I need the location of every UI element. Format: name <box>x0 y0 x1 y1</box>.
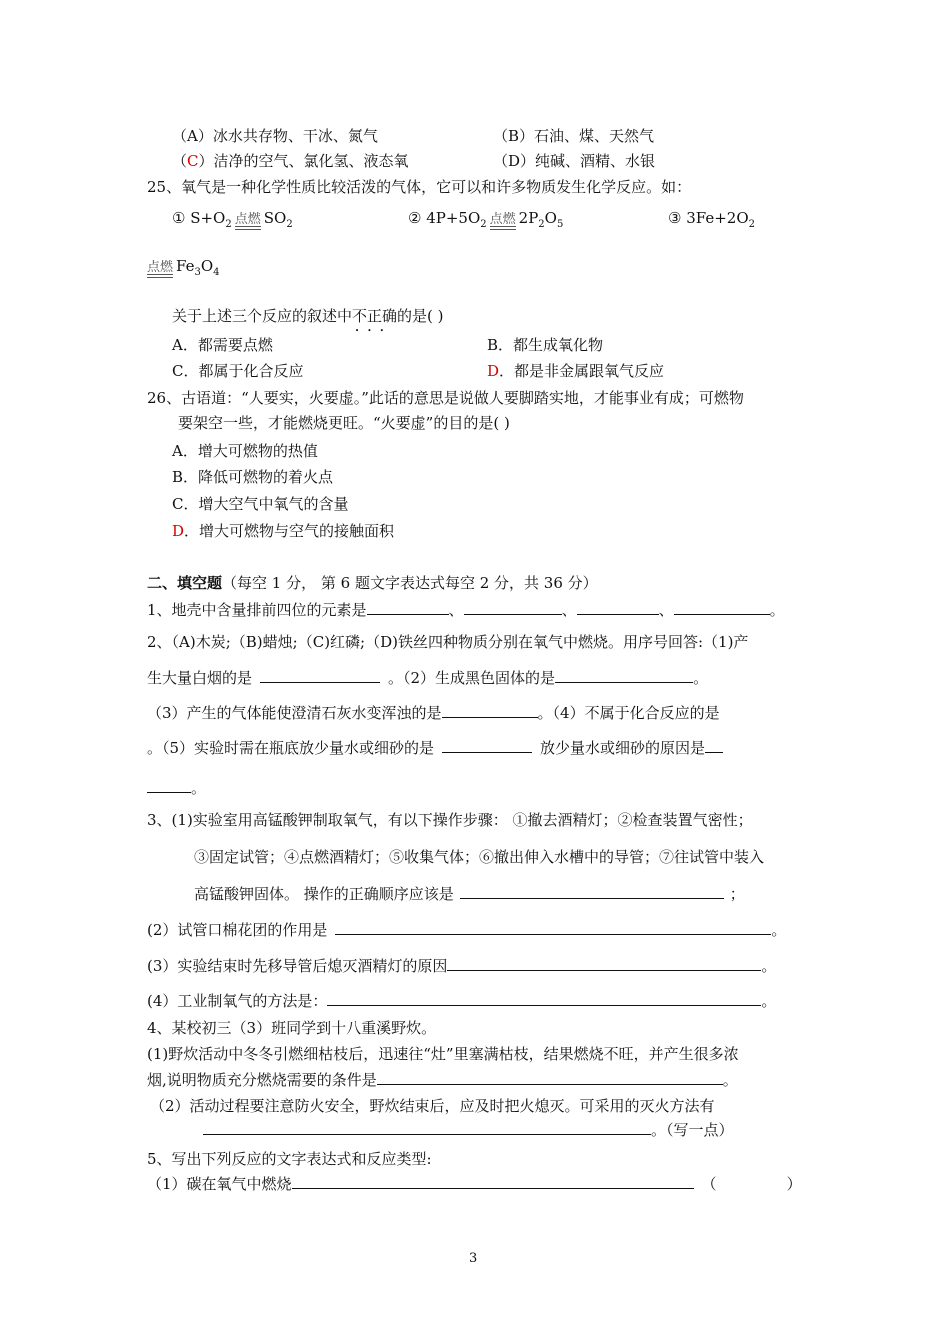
fill-3-line-6: (4）工业制氧气的方法是： 。 <box>147 992 777 1010</box>
arrow-condition: 点燃 <box>490 214 516 230</box>
blank[interactable] <box>442 703 538 718</box>
blank[interactable] <box>260 668 380 683</box>
blank[interactable] <box>335 920 771 935</box>
q24-option-a: （A）冰水共存物、干冰、氮气 <box>172 127 378 145</box>
q25-option-c: C．都属于化合反应 <box>172 362 304 380</box>
blank[interactable] <box>460 884 724 899</box>
fill-4-line-4: （2）活动过程要注意防火安全，野炊结束后，应及时把火熄灭。可采用的灭火方法有 <box>150 1097 715 1115</box>
blank[interactable] <box>705 738 723 753</box>
q24-option-c-letter: C <box>187 152 199 170</box>
q25-option-d: D．都是非金属跟氧气反应 <box>487 362 665 380</box>
q25-reaction-1: ① $S+O_2$ 点燃 $SO_2$ <box>172 209 293 230</box>
fill-2-line-4: 。（5）实验时需在瓶底放少量水或细砂的是 放少量水或细砂的原因是 <box>147 738 723 758</box>
q26-stem-line-1: 26、古语道：“人要实，火要虚。”此话的意思是说做人要脚踏实地，才能事业有成；可燃物 <box>147 389 744 407</box>
blank[interactable] <box>447 956 761 971</box>
blank[interactable] <box>377 1070 723 1085</box>
q25-option-d-letter: D <box>487 362 500 380</box>
q25-option-a: A．都需要点燃 <box>172 336 273 354</box>
q24-option-c: （C）洁净的空气、氯化氢、液态氧 <box>172 152 409 170</box>
blank[interactable] <box>674 600 770 615</box>
blank[interactable] <box>555 668 693 683</box>
blank[interactable] <box>203 1120 651 1135</box>
fill-2-line-5: 。 <box>147 778 206 798</box>
q26-option-c: C．增大空气中氧气的含量 <box>172 495 349 513</box>
arrow-condition: 点燃 <box>235 214 261 230</box>
emphasis-dots: 不正确 • • • <box>352 307 397 325</box>
page-number: 3 <box>469 1251 478 1266</box>
fill-3-line-3: 高锰酸钾固体。 操作的正确顺序应该是 ； <box>194 885 745 903</box>
arrow-condition: 点燃 <box>147 262 173 278</box>
q25-option-b: B．都生成氧化物 <box>487 336 604 354</box>
fill-4-line-3: 烟,说明物质充分燃烧需要的条件是 。 <box>147 1071 738 1089</box>
fill-2-line-2: 生大量白烟的是 。（2）生成黑色固体的是 。 <box>147 669 709 687</box>
q25-question: 关于上述三个反应的叙述中不正确 • • •的是( ) <box>172 306 444 326</box>
q26-option-d-letter: D <box>172 522 185 540</box>
q26-option-a: A．增大可燃物的热值 <box>172 442 318 460</box>
q26-option-b: B．降低可燃物的着火点 <box>172 468 334 486</box>
fill-2-line-1: 2、（A)木炭;（B)蜡烛;（C)红磷;（D)铁丝四种物质分别在氧气中燃烧。用序号回答:（1)产 <box>147 633 749 651</box>
fill-1: 1、地壳中含量排前四位的元素是 、 、 、 。 <box>147 601 785 619</box>
q24-option-d: （D）纯碱、酒精、水银 <box>493 152 656 170</box>
fill-5-line-2: （1）碳在氧气中燃烧 （ ） <box>147 1175 802 1193</box>
section-note: （每空 1 分， 第 6 题文字表达式每空 2 分，共 36 分） <box>222 574 598 592</box>
q25-reaction-2: ② $4P+5O_2$ 点燃 $2P_2O_5$ <box>408 209 564 230</box>
fill-5-line-1: 5、写出下列反应的文字表达式和反应类型: <box>147 1150 432 1168</box>
q26-stem-line-2: 要架空一些，才能燃烧更旺。“火要虚”的目的是( ) <box>178 414 510 432</box>
blank[interactable] <box>327 991 761 1006</box>
blank[interactable] <box>367 600 449 615</box>
section-2-heading <box>147 573 598 593</box>
fill-3-line-5: (3）实验结束时先移导管后熄灭酒精灯的原因 。 <box>147 957 777 975</box>
blank[interactable] <box>292 1174 694 1189</box>
section-title: 二、填空题 <box>147 574 223 592</box>
blank[interactable] <box>442 738 532 753</box>
fill-3-line-4: (2）试管口棉花团的作用是 。 <box>147 921 787 939</box>
q26-option-d: D．增大可燃物与空气的接触面积 <box>172 522 395 540</box>
fill-3-line-1: 3、(1)实验室用高锰酸钾制取氧气，有以下操作步骤： ①撤去酒精灯；②检查装置气密性； <box>147 811 753 829</box>
q25-reaction-3-cont: 点燃 $Fe_3O_4$ <box>147 257 220 278</box>
fill-3-line-2: ③固定试管；④点燃酒精灯；⑤收集气体；⑥撤出伸入水槽中的导管；⑦往试管中装入 <box>194 848 765 866</box>
fill-4-line-5: 。（写一点） <box>203 1120 734 1140</box>
fill-4-line-1: 4、某校初三（3）班同学到十八重溪野炊。 <box>147 1019 437 1037</box>
q25-stem: 25、氧气是一种化学性质比较活泼的气体，它可以和许多物质发生化学反应。如： <box>147 178 692 196</box>
fill-4-line-2: (1)野炊活动中冬冬引燃细枯枝后，迅速往“灶”里塞满枯枝，结果燃烧不旺，并产生很多浓 <box>147 1045 739 1063</box>
q24-option-b: （B）石油、煤、天然气 <box>493 127 655 145</box>
q24-option-c-text: ）洁净的空气、氯化氢、液态氧 <box>198 152 409 170</box>
q25-reaction-3: ③ $3Fe+2O_2$ <box>668 209 756 230</box>
blank[interactable] <box>577 600 659 615</box>
blank[interactable] <box>147 778 191 793</box>
blank[interactable] <box>464 600 562 615</box>
fill-2-line-3: （3）产生的气体能使澄清石灰水变浑浊的是 。（4）不属于化合反应的是 <box>147 704 720 722</box>
